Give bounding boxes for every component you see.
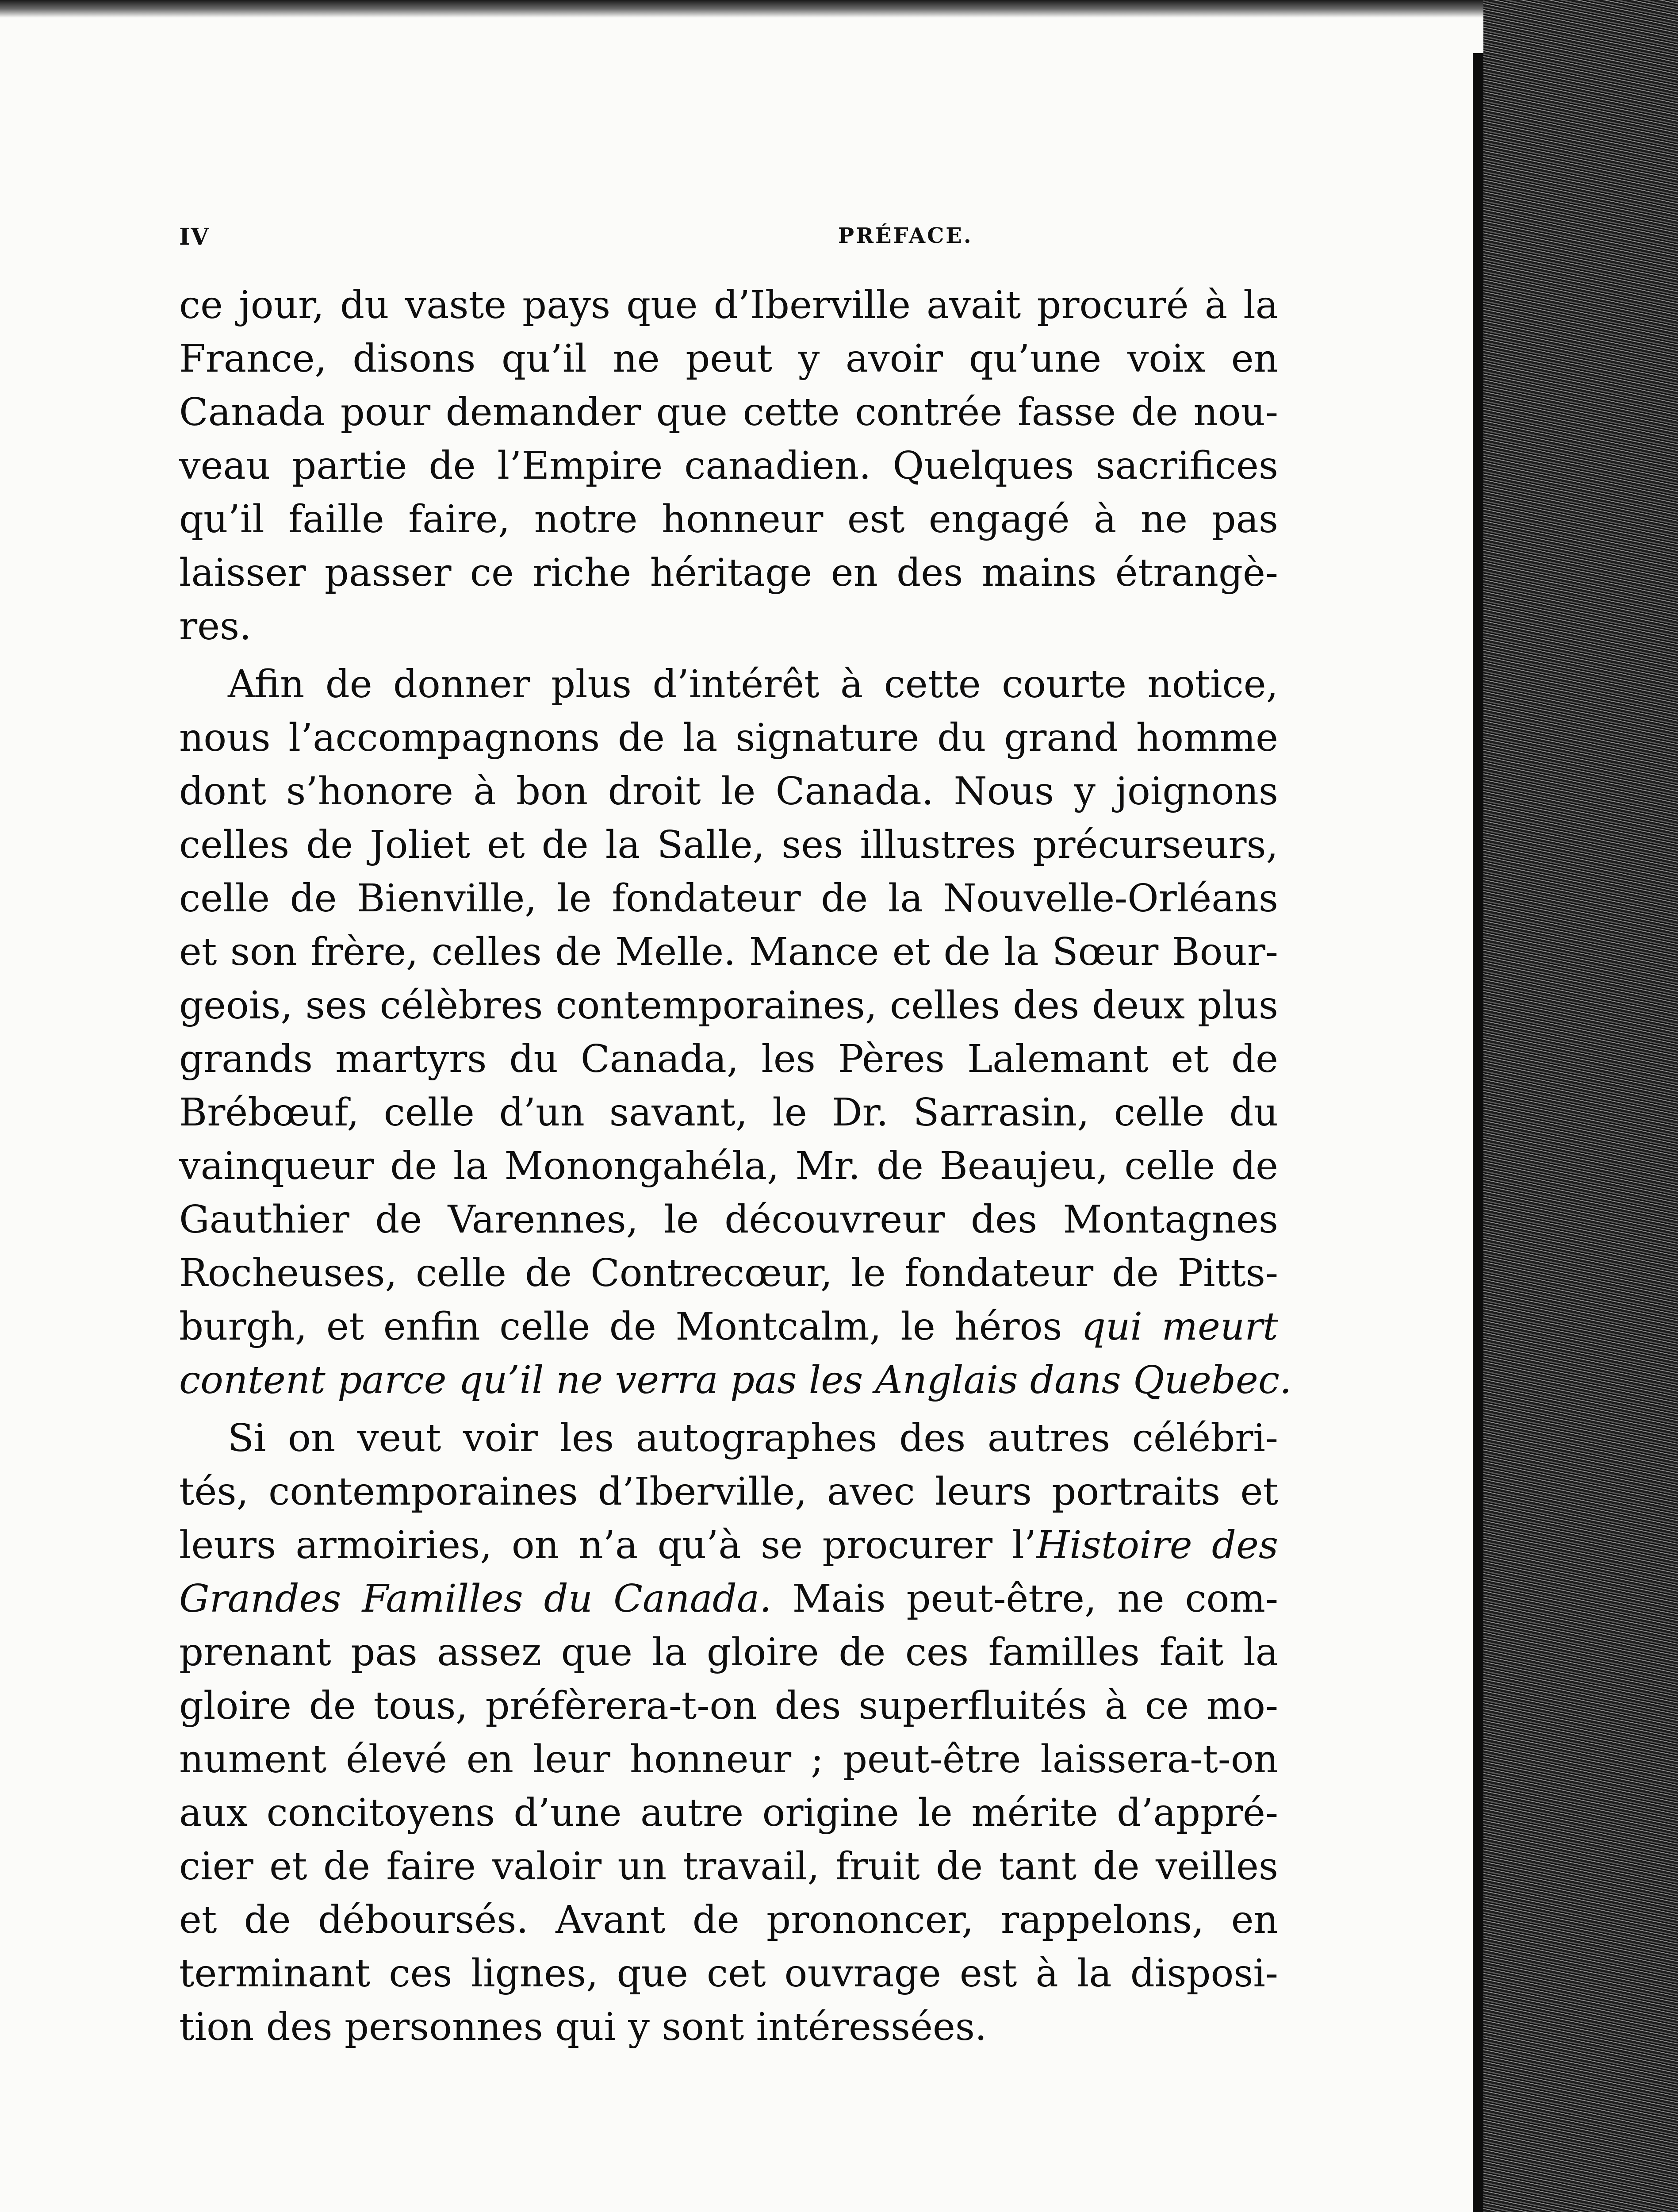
paragraph [179, 1412, 1278, 2054]
text-line [179, 926, 1278, 979]
italic-run: Grandes Familles du Canada. [179, 1577, 772, 1621]
text-run: nument élevé en leur honneur ; peut-être laissera-t-on [179, 1737, 1278, 1782]
text-run: prenant pas assez que la gloire de ces familles fait la [179, 1630, 1278, 1674]
text-line [179, 332, 1278, 386]
text-run: celle de Bienville, le fondateur de la Nouvelle-Orléans [179, 876, 1278, 921]
scan-edge-right [1483, 0, 1678, 2212]
text-line [179, 1354, 1292, 1407]
text-run: Canada pour demander que cette contrée fasse de nou- [179, 390, 1278, 434]
text-line [179, 872, 1278, 926]
text-run: res. [179, 604, 252, 649]
text-line [179, 1572, 1278, 1626]
text-line [179, 493, 1278, 546]
text-line [179, 818, 1278, 872]
text-run: gloire de tous, préfèrera-t-on des superfluités à ce mo- [179, 1684, 1278, 1728]
text-line [179, 1786, 1278, 1840]
text-line [179, 279, 1278, 332]
text-run: dont s’honore à bon droit le Canada. Nous y joignons [179, 769, 1278, 814]
text-run: leurs armoiries, on n’a qu’à se procurer l’ [179, 1523, 1037, 1567]
text-line [179, 1300, 1278, 1354]
text-run: laisser passer ce riche héritage en des mains étrangè- [179, 551, 1278, 595]
text-line [179, 1733, 1278, 1786]
text-line [179, 1947, 1278, 2001]
paragraph-gap [179, 653, 1278, 658]
text-run: et de déboursés. Avant de prononcer, rappelons, en [179, 1898, 1278, 1942]
text-run: qu’il faille faire, notre honneur est engagé à ne pas [179, 497, 1278, 541]
text-run: veau partie de l’Empire canadien. Quelques sacrifices [179, 444, 1278, 488]
text-run: Mais peut-être, ne com- [771, 1577, 1278, 1621]
body-text [179, 279, 1292, 2054]
text-line [179, 658, 1278, 711]
text-line [179, 1086, 1278, 1140]
text-line [179, 1247, 1278, 1300]
text-run: celles de Joliet et de la Salle, ses illustres précurseurs, [179, 823, 1278, 867]
text-line [179, 1033, 1278, 1086]
text-line [179, 979, 1278, 1033]
running-head: PRÉFACE. [838, 223, 973, 248]
italic-run: qui meurt [1081, 1305, 1278, 1349]
text-run: Si on veut voir les autographes des autres célébri- [228, 1416, 1278, 1460]
italic-run: Histoire des [1036, 1523, 1278, 1567]
text-run: nous l’accompagnons de la signature du grand homme [179, 716, 1278, 760]
text-line [179, 546, 1278, 600]
text-line [179, 1465, 1278, 1519]
text-run: Rocheuses, celle de Contrecœur, le fondateur de Pitts- [179, 1251, 1278, 1295]
text-run: geois, ses célèbres contemporaines, celles des deux plus [179, 983, 1278, 1028]
text-run: Brébœuf, celle d’un savant, le Dr. Sarrasin, celle du [179, 1091, 1278, 1135]
text-line [179, 1140, 1278, 1193]
text-run: grands martyrs du Canada, les Pères Lalemant et de [179, 1037, 1278, 1081]
text-line [179, 1519, 1278, 1572]
text-run: et son frère, celles de Melle. Mance et de la Sœur Bour- [179, 930, 1278, 974]
text-run: vainqueur de la Monongahéla, Mr. de Beaujeu, celle de [179, 1144, 1278, 1188]
scan-edge-right-border [1473, 53, 1483, 2212]
scan-edge-top [0, 0, 1678, 18]
text-line [179, 1840, 1278, 1893]
text-run: aux concitoyens d’une autre origine le mérite d’appré- [179, 1791, 1278, 1835]
text-line [179, 711, 1278, 765]
text-line [179, 1412, 1278, 1465]
text-run: cier et de faire valoir un travail, fruit de tant de veilles [179, 1844, 1278, 1889]
text-line [179, 600, 1278, 653]
paragraph [179, 658, 1292, 1407]
text-run: ce jour, du vaste pays que d’Iberville avait procuré à la [179, 283, 1278, 327]
text-line [179, 2001, 1278, 2054]
text-run: France, disons qu’il ne peut y avoir qu’une voix en [179, 337, 1278, 381]
text-line [179, 765, 1278, 818]
page-header [179, 223, 1276, 254]
text-line [179, 1679, 1278, 1733]
text-run: Afin de donner plus d’intérêt à cette courte notice, [228, 662, 1278, 707]
paragraph [179, 279, 1278, 653]
paragraph-gap [179, 1407, 1278, 1412]
text-run: burgh, et enfin celle de Montcalm, le héros [179, 1305, 1082, 1349]
text-line [179, 1626, 1278, 1679]
text-run: Gauthier de Varennes, le découvreur des Montagnes [179, 1198, 1278, 1242]
italic-run: content parce qu’il ne verra pas les Anglais dans Quebec. [179, 1358, 1292, 1402]
text-line [179, 1893, 1278, 1947]
text-line [179, 439, 1278, 493]
text-line [179, 386, 1278, 439]
text-line [179, 1193, 1278, 1247]
text-run: tion des personnes qui y sont intéressées. [179, 2005, 987, 2049]
text-run: tés, contemporaines d’Iberville, avec leurs portraits et [179, 1470, 1278, 1514]
page-number: IV [179, 223, 210, 250]
text-run: terminant ces lignes, que cet ouvrage est à la disposi- [179, 1951, 1278, 1996]
